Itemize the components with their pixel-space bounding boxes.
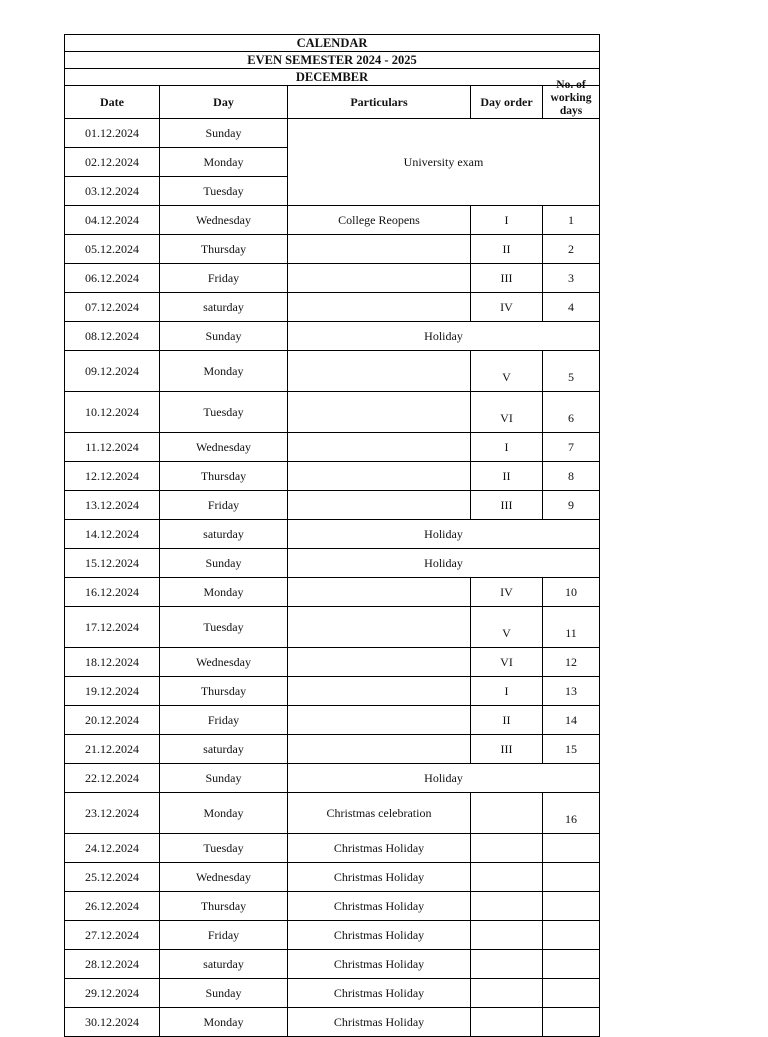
date-cell: 19.12.2024	[65, 677, 160, 706]
particulars-cell: Christmas Holiday	[288, 921, 471, 950]
day-cell: saturday	[160, 950, 288, 979]
working-day-cell: 10	[543, 578, 600, 607]
date-cell: 23.12.2024	[65, 793, 160, 834]
table-row	[65, 119, 600, 148]
table-row	[65, 462, 600, 491]
calendar-title: CALENDAR	[65, 35, 600, 52]
day-cell: Wednesday	[160, 648, 288, 677]
day-order-cell: IV	[471, 578, 543, 607]
table-row	[65, 834, 600, 863]
day-order-cell: I	[471, 206, 543, 235]
date-cell: 05.12.2024	[65, 235, 160, 264]
day-cell: Sunday	[160, 549, 288, 578]
particulars-cell: Christmas Holiday	[288, 863, 471, 892]
working-day-cell: 8	[543, 462, 600, 491]
table-row	[65, 351, 600, 392]
calendar-body	[65, 119, 600, 1037]
particulars-cell: Christmas celebration	[288, 793, 471, 834]
table-row	[65, 677, 600, 706]
particulars-cell	[288, 433, 471, 462]
day-cell: Wednesday	[160, 863, 288, 892]
day-order-header: Day order	[471, 86, 543, 119]
table-row	[65, 235, 600, 264]
working-day-cell: 15	[543, 735, 600, 764]
day-cell: saturday	[160, 293, 288, 322]
working-day-cell: 11	[543, 607, 600, 648]
table-row	[65, 648, 600, 677]
table-row	[65, 921, 600, 950]
day-order-cell: II	[471, 235, 543, 264]
calendar-table	[64, 34, 600, 1037]
working-day-cell: 6	[543, 392, 600, 433]
day-cell: Sunday	[160, 322, 288, 351]
table-row	[65, 764, 600, 793]
working-day-cell	[543, 979, 600, 1008]
table-row	[65, 793, 600, 834]
particulars-cell: Holiday	[288, 764, 600, 793]
day-cell: Thursday	[160, 892, 288, 921]
day-order-cell: VI	[471, 648, 543, 677]
particulars-cell: Christmas Holiday	[288, 892, 471, 921]
particulars-cell	[288, 735, 471, 764]
day-cell: Friday	[160, 491, 288, 520]
particulars-header: Particulars	[288, 86, 471, 119]
particulars-cell: Christmas Holiday	[288, 1008, 471, 1037]
day-cell: Monday	[160, 1008, 288, 1037]
working-days-header	[543, 79, 600, 119]
working-day-cell: 2	[543, 235, 600, 264]
day-cell: Sunday	[160, 979, 288, 1008]
particulars-cell: Christmas Holiday	[288, 950, 471, 979]
working-day-cell: 12	[543, 648, 600, 677]
particulars-cell	[288, 293, 471, 322]
day-cell: Monday	[160, 578, 288, 607]
day-order-cell: III	[471, 491, 543, 520]
month-title: DECEMBER	[65, 69, 600, 86]
date-cell: 06.12.2024	[65, 264, 160, 293]
date-header: Date	[65, 86, 160, 119]
day-order-cell: IV	[471, 293, 543, 322]
date-cell: 18.12.2024	[65, 648, 160, 677]
day-cell: Monday	[160, 351, 288, 392]
day-cell: Tuesday	[160, 834, 288, 863]
day-cell: Tuesday	[160, 392, 288, 433]
particulars-cell: Holiday	[288, 549, 600, 578]
date-cell: 01.12.2024	[65, 119, 160, 148]
day-order-cell	[471, 950, 543, 979]
particulars-cell	[288, 462, 471, 491]
table-row	[65, 735, 600, 764]
particulars-cell	[288, 351, 471, 392]
day-cell: Friday	[160, 264, 288, 293]
table-row	[65, 706, 600, 735]
semester-title: EVEN SEMESTER 2024 - 2025	[65, 52, 600, 69]
date-cell: 25.12.2024	[65, 863, 160, 892]
day-cell: Tuesday	[160, 177, 288, 206]
date-cell: 27.12.2024	[65, 921, 160, 950]
date-cell: 30.12.2024	[65, 1008, 160, 1037]
day-order-cell	[471, 793, 543, 834]
table-row	[65, 892, 600, 921]
day-order-cell: II	[471, 462, 543, 491]
date-cell: 16.12.2024	[65, 578, 160, 607]
table-row	[65, 1008, 600, 1037]
day-cell: Sunday	[160, 764, 288, 793]
table-row	[65, 549, 600, 578]
particulars-cell	[288, 264, 471, 293]
day-order-cell	[471, 892, 543, 921]
day-order-cell	[471, 863, 543, 892]
date-cell: 14.12.2024	[65, 520, 160, 549]
particulars-cell	[288, 706, 471, 735]
working-day-cell	[543, 834, 600, 863]
table-row	[65, 578, 600, 607]
table-row	[65, 206, 600, 235]
working-days-header-label: No. of working days	[550, 79, 592, 117]
day-cell: Thursday	[160, 462, 288, 491]
table-row	[65, 607, 600, 648]
day-order-cell	[471, 1008, 543, 1037]
date-cell: 20.12.2024	[65, 706, 160, 735]
date-cell: 10.12.2024	[65, 392, 160, 433]
day-cell: Wednesday	[160, 206, 288, 235]
working-day-cell	[543, 1008, 600, 1037]
day-cell: Wednesday	[160, 433, 288, 462]
date-cell: 07.12.2024	[65, 293, 160, 322]
date-cell: 13.12.2024	[65, 491, 160, 520]
working-day-cell: 3	[543, 264, 600, 293]
day-order-cell: VI	[471, 392, 543, 433]
day-cell: Monday	[160, 148, 288, 177]
day-cell: Thursday	[160, 677, 288, 706]
working-day-cell: 1	[543, 206, 600, 235]
working-day-cell	[543, 921, 600, 950]
table-row	[65, 979, 600, 1008]
day-order-cell	[471, 921, 543, 950]
particulars-cell: Christmas Holiday	[288, 979, 471, 1008]
table-row	[65, 293, 600, 322]
date-cell: 21.12.2024	[65, 735, 160, 764]
day-cell: saturday	[160, 520, 288, 549]
working-day-cell	[543, 950, 600, 979]
table-row	[65, 392, 600, 433]
particulars-cell	[288, 491, 471, 520]
date-cell: 11.12.2024	[65, 433, 160, 462]
day-order-cell	[471, 979, 543, 1008]
working-day-cell: 13	[543, 677, 600, 706]
working-day-cell: 5	[543, 351, 600, 392]
table-row	[65, 322, 600, 351]
day-cell: saturday	[160, 735, 288, 764]
working-day-cell: 7	[543, 433, 600, 462]
particulars-cell: Christmas Holiday	[288, 834, 471, 863]
day-order-cell: III	[471, 735, 543, 764]
particulars-cell	[288, 677, 471, 706]
day-cell: Friday	[160, 921, 288, 950]
date-cell: 29.12.2024	[65, 979, 160, 1008]
day-order-cell: I	[471, 677, 543, 706]
table-row	[65, 491, 600, 520]
date-cell: 26.12.2024	[65, 892, 160, 921]
table-row	[65, 863, 600, 892]
working-day-cell	[543, 863, 600, 892]
particulars-cell	[288, 607, 471, 648]
date-cell: 28.12.2024	[65, 950, 160, 979]
day-order-cell	[471, 834, 543, 863]
date-cell: 17.12.2024	[65, 607, 160, 648]
particulars-cell: Holiday	[288, 520, 600, 549]
particulars-cell	[288, 392, 471, 433]
day-header: Day	[160, 86, 288, 119]
date-cell: 02.12.2024	[65, 148, 160, 177]
particulars-cell	[288, 235, 471, 264]
working-day-cell: 9	[543, 491, 600, 520]
table-row	[65, 433, 600, 462]
working-day-cell: 16	[543, 793, 600, 834]
day-cell: Thursday	[160, 235, 288, 264]
table-row	[65, 950, 600, 979]
day-cell: Monday	[160, 793, 288, 834]
day-cell: Sunday	[160, 119, 288, 148]
particulars-cell: University exam	[288, 119, 600, 206]
date-cell: 15.12.2024	[65, 549, 160, 578]
date-cell: 24.12.2024	[65, 834, 160, 863]
date-cell: 03.12.2024	[65, 177, 160, 206]
particulars-cell: Holiday	[288, 322, 600, 351]
day-cell: Tuesday	[160, 607, 288, 648]
date-cell: 22.12.2024	[65, 764, 160, 793]
table-row	[65, 520, 600, 549]
date-cell: 09.12.2024	[65, 351, 160, 392]
date-cell: 08.12.2024	[65, 322, 160, 351]
day-order-cell: I	[471, 433, 543, 462]
day-order-cell: V	[471, 607, 543, 648]
working-day-cell	[543, 892, 600, 921]
day-order-cell: III	[471, 264, 543, 293]
date-cell: 12.12.2024	[65, 462, 160, 491]
table-row	[65, 264, 600, 293]
day-cell: Friday	[160, 706, 288, 735]
particulars-cell: College Reopens	[288, 206, 471, 235]
day-order-cell: V	[471, 351, 543, 392]
particulars-cell	[288, 578, 471, 607]
working-day-cell: 4	[543, 293, 600, 322]
working-day-cell: 14	[543, 706, 600, 735]
day-order-cell: II	[471, 706, 543, 735]
date-cell: 04.12.2024	[65, 206, 160, 235]
particulars-cell	[288, 648, 471, 677]
